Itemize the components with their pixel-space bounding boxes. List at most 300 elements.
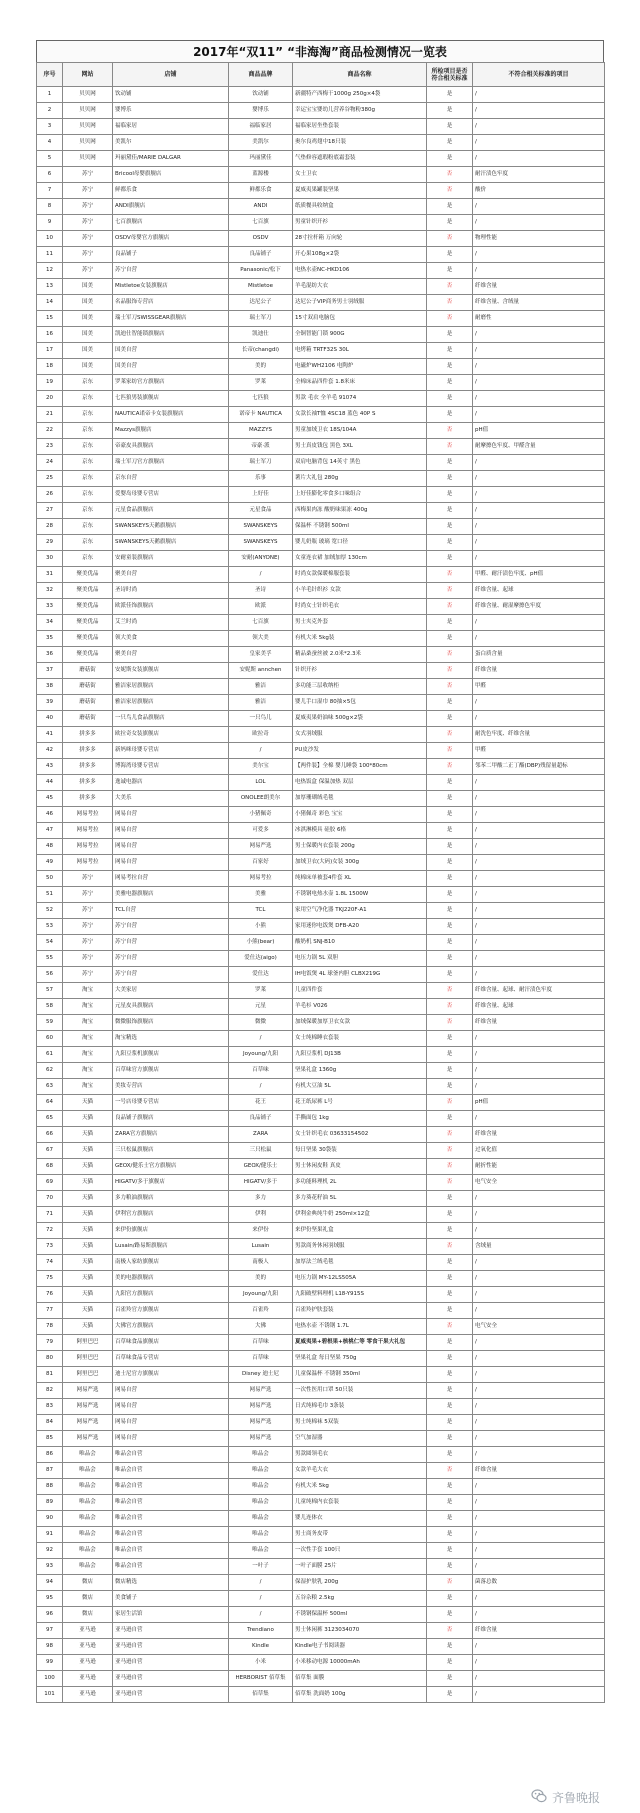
- cell-product: 羊毛衫 V026: [293, 999, 427, 1015]
- cell-shop: 雅洁家居旗舰店: [113, 695, 229, 711]
- cell-product: 电压力锅 5L 双胆: [293, 951, 427, 967]
- table-row: [37, 759, 605, 775]
- cell-compliant: 是: [427, 1335, 473, 1351]
- cell-product: 男士夹克外套: [293, 615, 427, 631]
- cell-product: 加绒卫衣(大码)女装 300g: [293, 855, 427, 871]
- table-row: [37, 727, 605, 743]
- cell-shop: 七百旗舰店: [113, 215, 229, 231]
- cell-product: 来伊份坚果礼盒: [293, 1223, 427, 1239]
- cell-shop: 饮动铺: [113, 87, 229, 103]
- table-row: [37, 1463, 605, 1479]
- cell-shop: 迪士尼官方旗舰店: [113, 1367, 229, 1383]
- cell-compliant: 否: [427, 1175, 473, 1191]
- cell-shop: 唯品会自营: [113, 1543, 229, 1559]
- cell-product: 时尚女士针织毛衣: [293, 599, 427, 615]
- table-row: [37, 119, 605, 135]
- table-row: [37, 1671, 605, 1687]
- cell-compliant: 是: [427, 215, 473, 231]
- cell-brand: 网易严选: [229, 1431, 293, 1447]
- cell-shop: 京东自营: [113, 471, 229, 487]
- cell-brand: 上好佳: [229, 487, 293, 503]
- cell-brand: 饮动铺: [229, 87, 293, 103]
- cell-failed-items: 纤维含量、含绒量: [473, 295, 605, 311]
- cell-index: 80: [37, 1351, 63, 1367]
- cell-product: 开心果108g×2袋: [293, 247, 427, 263]
- cell-failed-items: pH值: [473, 1095, 605, 1111]
- cell-site: 天猫: [63, 1303, 113, 1319]
- cell-compliant: 是: [427, 119, 473, 135]
- cell-failed-items: 酸价: [473, 183, 605, 199]
- table-row: [37, 1175, 605, 1191]
- cell-product: 女士针织毛衣 03633154502: [293, 1127, 427, 1143]
- cell-index: 45: [37, 791, 63, 807]
- table-row: [37, 135, 605, 151]
- cell-index: 32: [37, 583, 63, 599]
- cell-site: 淘宝: [63, 1063, 113, 1079]
- cell-index: 74: [37, 1255, 63, 1271]
- cell-compliant: 是: [427, 87, 473, 103]
- watermark: [531, 1788, 600, 1807]
- table-row: [37, 855, 605, 871]
- cell-product: 保温杯 不锈钢 500ml: [293, 519, 427, 535]
- cell-brand: 唯品会: [229, 1543, 293, 1559]
- cell-brand: Kindle: [229, 1639, 293, 1655]
- cell-failed-items: /: [473, 791, 605, 807]
- cell-shop: 婴博乐: [113, 103, 229, 119]
- cell-brand: 诺帝卡 NAUTICA: [229, 407, 293, 423]
- table-row: [37, 919, 605, 935]
- cell-compliant: 是: [427, 1079, 473, 1095]
- cell-product: 女士卫衣: [293, 167, 427, 183]
- cell-brand: 欧拉奇: [229, 727, 293, 743]
- table-row: [37, 1319, 605, 1335]
- cell-index: 68: [37, 1159, 63, 1175]
- cell-site: 聚美优品: [63, 615, 113, 631]
- cell-index: 34: [37, 615, 63, 631]
- cell-site: 微店: [63, 1607, 113, 1623]
- cell-shop: 亚马逊自营: [113, 1655, 229, 1671]
- cell-site: 淘宝: [63, 1031, 113, 1047]
- table-row: [37, 455, 605, 471]
- table-row: [37, 247, 605, 263]
- cell-index: 101: [37, 1687, 63, 1703]
- cell-brand: 福临家居: [229, 119, 293, 135]
- cell-failed-items: /: [473, 1559, 605, 1575]
- cell-product: 电压力锅 MY-12LS505A: [293, 1271, 427, 1287]
- cell-brand: 领大美: [229, 631, 293, 647]
- cell-product: 多功能三层收纳柜: [293, 679, 427, 695]
- cell-site: 唯品会: [63, 1543, 113, 1559]
- cell-failed-items: /: [473, 903, 605, 919]
- cell-shop: 逸诚电器店: [113, 775, 229, 791]
- cell-index: 40: [37, 711, 63, 727]
- cell-index: 56: [37, 967, 63, 983]
- cell-brand: Panasonic/松下: [229, 263, 293, 279]
- cell-shop: Bricool母婴旗舰店: [113, 167, 229, 183]
- cell-product: 男士休闲皮鞋 真皮: [293, 1159, 427, 1175]
- table-row: [37, 1191, 605, 1207]
- cell-shop: 淘宝精选: [113, 1031, 229, 1047]
- cell-brand: 婴博乐: [229, 103, 293, 119]
- cell-failed-items: 纤维含量: [473, 1463, 605, 1479]
- cell-index: 48: [37, 839, 63, 855]
- cell-brand: 七百旗: [229, 615, 293, 631]
- table-row: [37, 1351, 605, 1367]
- cell-compliant: 否: [427, 983, 473, 999]
- cell-product: 男童针织开衫: [293, 215, 427, 231]
- cell-product: 男士保暖内衣套装 200g: [293, 839, 427, 855]
- cell-failed-items: /: [473, 1447, 605, 1463]
- cell-failed-items: /: [473, 1671, 605, 1687]
- cell-failed-items: /: [473, 471, 605, 487]
- cell-shop: 九阳官方旗舰店: [113, 1287, 229, 1303]
- table-row: [37, 1287, 605, 1303]
- cell-product: 薯片大礼包 280g: [293, 471, 427, 487]
- table-row: [37, 1511, 605, 1527]
- cell-product: 纸质餐具收纳盒: [293, 199, 427, 215]
- cell-index: 64: [37, 1095, 63, 1111]
- table-row: [37, 983, 605, 999]
- cell-product: IH电饭煲 4L 球釜内胆 CLBX219G: [293, 967, 427, 983]
- cell-shop: 多力粮油旗舰店: [113, 1191, 229, 1207]
- cell-index: 37: [37, 663, 63, 679]
- cell-site: 贝贝网: [63, 87, 113, 103]
- cell-brand: 欧派: [229, 599, 293, 615]
- cell-shop: 玛丽黛佳/MARIE DALGAR: [113, 151, 229, 167]
- table-row: [37, 1159, 605, 1175]
- cell-failed-items: /: [473, 487, 605, 503]
- cell-compliant: 是: [427, 247, 473, 263]
- cell-product: 男款商务休闲羽绒服: [293, 1239, 427, 1255]
- cell-failed-items: /: [473, 1687, 605, 1703]
- cell-site: 微店: [63, 1575, 113, 1591]
- cell-site: 阿里巴巴: [63, 1351, 113, 1367]
- cell-failed-items: /: [473, 919, 605, 935]
- cell-failed-items: /: [473, 1223, 605, 1239]
- table-row: [37, 87, 605, 103]
- table-row: [37, 375, 605, 391]
- cell-brand: 玛丽黛佳: [229, 151, 293, 167]
- cell-shop: 唯品会自营: [113, 1447, 229, 1463]
- cell-failed-items: 纤维含量、起球: [473, 583, 605, 599]
- cell-compliant: 是: [427, 103, 473, 119]
- cell-index: 12: [37, 263, 63, 279]
- cell-failed-items: /: [473, 375, 605, 391]
- cell-brand: 美尔宝: [229, 759, 293, 775]
- cell-shop: 唯品会自营: [113, 1495, 229, 1511]
- cell-site: 拼多多: [63, 791, 113, 807]
- cell-failed-items: /: [473, 1383, 605, 1399]
- cell-compliant: 是: [427, 839, 473, 855]
- cell-index: 31: [37, 567, 63, 583]
- cell-compliant: 是: [427, 519, 473, 535]
- cell-index: 2: [37, 103, 63, 119]
- table-row: [37, 1415, 605, 1431]
- cell-index: 42: [37, 743, 63, 759]
- cell-compliant: 否: [427, 279, 473, 295]
- cell-index: 75: [37, 1271, 63, 1287]
- cell-product: 坚果礼盒 1360g: [293, 1063, 427, 1079]
- cell-site: 苏宁: [63, 215, 113, 231]
- cell-product: 酸奶机 SNJ-B10: [293, 935, 427, 951]
- cell-brand: OSDV: [229, 231, 293, 247]
- cell-product: 达尼公子VIP商务男士羽绒服: [293, 295, 427, 311]
- cell-failed-items: /: [473, 855, 605, 871]
- cell-product: 加厚法兰绒毛毯: [293, 1255, 427, 1271]
- cell-index: 1: [37, 87, 63, 103]
- col-header-site: 网站: [63, 63, 113, 87]
- table-row: [37, 295, 605, 311]
- cell-compliant: 否: [427, 1463, 473, 1479]
- cell-failed-items: /: [473, 839, 605, 855]
- cell-shop: 七匹狼男装旗舰店: [113, 391, 229, 407]
- cell-product: 夏威夷果罐装坚果: [293, 183, 427, 199]
- cell-index: 49: [37, 855, 63, 871]
- cell-failed-items: 蛋白质含量: [473, 647, 605, 663]
- wechat-icon: [531, 1788, 547, 1807]
- cell-brand: 元星: [229, 999, 293, 1015]
- cell-site: 京东: [63, 391, 113, 407]
- cell-product: 有机大豆油 5L: [293, 1079, 427, 1095]
- cell-compliant: 否: [427, 1015, 473, 1031]
- table-row: [37, 823, 605, 839]
- cell-site: 京东: [63, 471, 113, 487]
- cell-product: 保湿护肤乳 200g: [293, 1575, 427, 1591]
- cell-site: 国美: [63, 311, 113, 327]
- cell-product: Kindle电子书阅读器: [293, 1639, 427, 1655]
- cell-brand: 美雅: [229, 887, 293, 903]
- cell-brand: 网易严选: [229, 839, 293, 855]
- cell-failed-items: /: [473, 119, 605, 135]
- cell-site: 聚美优品: [63, 631, 113, 647]
- cell-failed-items: /: [473, 951, 605, 967]
- cell-index: 17: [37, 343, 63, 359]
- cell-shop: 苏宁自营: [113, 967, 229, 983]
- cell-compliant: 是: [427, 1495, 473, 1511]
- cell-compliant: 是: [427, 967, 473, 983]
- cell-product: 儿童纯棉内衣套装: [293, 1495, 427, 1511]
- col-header-compliant: 所检项目是否符合相关标准: [427, 63, 473, 87]
- cell-index: 13: [37, 279, 63, 295]
- cell-failed-items: /: [473, 1111, 605, 1127]
- cell-index: 4: [37, 135, 63, 151]
- cell-brand: 雅洁: [229, 679, 293, 695]
- cell-index: 23: [37, 439, 63, 455]
- cell-brand: GEOX/健乐士: [229, 1159, 293, 1175]
- cell-site: 京东: [63, 455, 113, 471]
- cell-site: 淘宝: [63, 1015, 113, 1031]
- cell-compliant: 是: [427, 1255, 473, 1271]
- table-row: [37, 935, 605, 951]
- table-row: [37, 1127, 605, 1143]
- cell-brand: /: [229, 1575, 293, 1591]
- cell-shop: 凯迪仕智能锁旗舰店: [113, 327, 229, 343]
- table-row: [37, 1399, 605, 1415]
- cell-brand: 鲜都乐食: [229, 183, 293, 199]
- cell-product: 日式纯棉毛巾 3条装: [293, 1399, 427, 1415]
- cell-brand: LOL: [229, 775, 293, 791]
- cell-site: 天猫: [63, 1175, 113, 1191]
- cell-compliant: 是: [427, 1287, 473, 1303]
- cell-compliant: 是: [427, 1191, 473, 1207]
- cell-compliant: 是: [427, 535, 473, 551]
- cell-failed-items: /: [473, 1495, 605, 1511]
- table-row: [37, 471, 605, 487]
- cell-site: 网易考拉: [63, 823, 113, 839]
- cell-failed-items: 含绒量: [473, 1239, 605, 1255]
- cell-site: 贝贝网: [63, 135, 113, 151]
- table-row: [37, 487, 605, 503]
- cell-brand: 小熊(bear): [229, 935, 293, 951]
- cell-product: 夏威夷果奶油味 500g×2袋: [293, 711, 427, 727]
- table-row: [37, 967, 605, 983]
- cell-failed-items: /: [473, 199, 605, 215]
- cell-failed-items: /: [473, 775, 605, 791]
- table-row: [37, 711, 605, 727]
- table-row: [37, 199, 605, 215]
- cell-product: 不锈钢电热水壶 1.8L 1500W: [293, 887, 427, 903]
- cell-shop: 百草味食品专营店: [113, 1351, 229, 1367]
- cell-shop: 亚马逊自营: [113, 1623, 229, 1639]
- cell-index: 7: [37, 183, 63, 199]
- cell-shop: 领大美食: [113, 631, 229, 647]
- cell-brand: TCL: [229, 903, 293, 919]
- cell-product: 纯棉床单被套4件套 XL: [293, 871, 427, 887]
- cell-brand: /: [229, 567, 293, 583]
- cell-compliant: 是: [427, 1639, 473, 1655]
- cell-compliant: 否: [427, 1127, 473, 1143]
- cell-product: 羊毛混纺大衣: [293, 279, 427, 295]
- cell-index: 10: [37, 231, 63, 247]
- cell-product: 加绒保暖加厚卫衣女款: [293, 1015, 427, 1031]
- cell-compliant: 是: [427, 887, 473, 903]
- cell-index: 82: [37, 1383, 63, 1399]
- cell-shop: 亚马逊自营: [113, 1639, 229, 1655]
- cell-index: 89: [37, 1495, 63, 1511]
- cell-product: PU皮沙发: [293, 743, 427, 759]
- cell-shop: 微微服饰旗舰店: [113, 1015, 229, 1031]
- cell-compliant: 是: [427, 1591, 473, 1607]
- cell-index: 33: [37, 599, 63, 615]
- cell-brand: 安妮斯 annchen: [229, 663, 293, 679]
- cell-product: 男童加绒卫衣 18S/104A: [293, 423, 427, 439]
- cell-failed-items: /: [473, 263, 605, 279]
- table-title: 2017年“双11” “非海淘”商品检测情况一览表: [36, 40, 604, 62]
- cell-compliant: 是: [427, 631, 473, 647]
- cell-failed-items: /: [473, 695, 605, 711]
- cell-product: 夏威夷果+碧根果+核桃仁等 零食干果大礼包: [293, 1335, 427, 1351]
- cell-shop: 聚美自营: [113, 647, 229, 663]
- cell-index: 53: [37, 919, 63, 935]
- cell-brand: 可爱多: [229, 823, 293, 839]
- table-row: [37, 1543, 605, 1559]
- cell-shop: 唯品会自营: [113, 1527, 229, 1543]
- cell-failed-items: /: [473, 151, 605, 167]
- cell-product: 双肩电脑背包 14英寸 黑色: [293, 455, 427, 471]
- cell-site: 微店: [63, 1591, 113, 1607]
- cell-site: 国美: [63, 279, 113, 295]
- cell-compliant: 否: [427, 231, 473, 247]
- cell-brand: 花王: [229, 1095, 293, 1111]
- cell-compliant: 否: [427, 423, 473, 439]
- cell-index: 84: [37, 1415, 63, 1431]
- cell-index: 8: [37, 199, 63, 215]
- cell-compliant: 是: [427, 263, 473, 279]
- header-row: [37, 63, 605, 87]
- cell-compliant: 是: [427, 151, 473, 167]
- cell-failed-items: pH值: [473, 423, 605, 439]
- cell-index: 11: [37, 247, 63, 263]
- table-row: [37, 1367, 605, 1383]
- cell-compliant: 是: [427, 951, 473, 967]
- cell-site: 蘑菇街: [63, 695, 113, 711]
- cell-site: 苏宁: [63, 263, 113, 279]
- cell-brand: 美的: [229, 1271, 293, 1287]
- table-row: [37, 503, 605, 519]
- cell-site: 苏宁: [63, 919, 113, 935]
- cell-failed-items: 甲醛: [473, 743, 605, 759]
- cell-brand: 微微: [229, 1015, 293, 1031]
- cell-compliant: 是: [427, 1415, 473, 1431]
- cell-brand: 雅洁: [229, 695, 293, 711]
- cell-index: 3: [37, 119, 63, 135]
- cell-brand: /: [229, 1079, 293, 1095]
- cell-compliant: 否: [427, 583, 473, 599]
- cell-brand: Disney 迪士尼: [229, 1367, 293, 1383]
- cell-failed-items: /: [473, 631, 605, 647]
- cell-failed-items: 电气安全: [473, 1319, 605, 1335]
- cell-brand: 达尼公子: [229, 295, 293, 311]
- table-row: [37, 903, 605, 919]
- cell-shop: 唯品会自营: [113, 1479, 229, 1495]
- cell-shop: 百草味官方旗舰店: [113, 1063, 229, 1079]
- cell-failed-items: /: [473, 1511, 605, 1527]
- table-row: [37, 279, 605, 295]
- cell-product: 婴儿连体衣: [293, 1511, 427, 1527]
- cell-index: 91: [37, 1527, 63, 1543]
- cell-failed-items: /: [473, 887, 605, 903]
- table-row: [37, 407, 605, 423]
- cell-site: 淘宝: [63, 999, 113, 1015]
- table-row: [37, 583, 605, 599]
- cell-product: 男士纯棉袜 5双装: [293, 1415, 427, 1431]
- cell-product: 有机大米 5kg: [293, 1479, 427, 1495]
- cell-product: 伊利金典纯牛奶 250ml×12盒: [293, 1207, 427, 1223]
- cell-shop: 安妮斯女装旗舰店: [113, 663, 229, 679]
- cell-brand: 圣诗: [229, 583, 293, 599]
- cell-site: 苏宁: [63, 231, 113, 247]
- cell-index: 44: [37, 775, 63, 791]
- cell-site: 苏宁: [63, 167, 113, 183]
- cell-shop: 帝豪皮具旗舰店: [113, 439, 229, 455]
- cell-shop: 家居生活馆: [113, 1607, 229, 1623]
- table-row: [37, 167, 605, 183]
- cell-index: 46: [37, 807, 63, 823]
- cell-site: 苏宁: [63, 967, 113, 983]
- cell-failed-items: 耐汗渍色牢度: [473, 167, 605, 183]
- cell-failed-items: /: [473, 615, 605, 631]
- cell-shop: ANDI旗舰店: [113, 199, 229, 215]
- cell-compliant: 否: [427, 679, 473, 695]
- cell-index: 57: [37, 983, 63, 999]
- cell-product: 西梅果肉冻 酸奶味果冻 400g: [293, 503, 427, 519]
- cell-brand: ONOLEE朗美尔: [229, 791, 293, 807]
- cell-shop: 福临家居: [113, 119, 229, 135]
- cell-failed-items: /: [473, 327, 605, 343]
- cell-index: 76: [37, 1287, 63, 1303]
- cell-brand: 凯迪仕: [229, 327, 293, 343]
- cell-site: 唯品会: [63, 1463, 113, 1479]
